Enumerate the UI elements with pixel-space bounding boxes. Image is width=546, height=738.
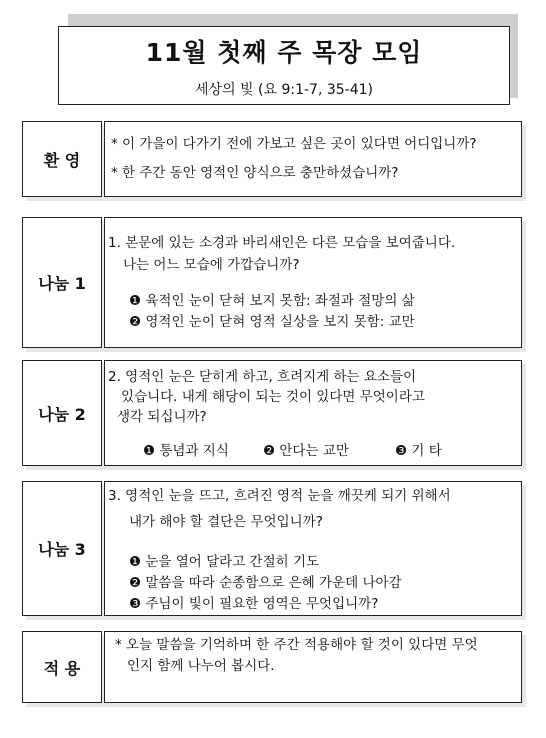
welcome-content <box>104 121 522 197</box>
share3-option-2: ❷ 말씀을 따라 순종함으로 은혜 가운데 나아감 <box>129 575 402 591</box>
share1-question-cont: 나는 어느 모습에 가깝습니까? <box>123 257 300 273</box>
share1-label-text: 나눔 1 <box>38 274 86 293</box>
share3-option-3: ❸ 주님이 빛이 필요한 영역은 무엇입니까? <box>129 596 379 612</box>
welcome-label <box>22 121 102 197</box>
page-title: 11월 첫째 주 목장 모임 <box>145 38 423 67</box>
share3-label <box>22 481 102 616</box>
welcome-label-text: 환 영 <box>43 150 81 170</box>
share1-question: 1. 본문에 있는 소경과 바리새인은 다른 모습을 보여줍니다. <box>108 235 456 251</box>
welcome-question-1: * 이 가을이 다가기 전에 가보고 싶은 곳이 있다면 어디입니까? <box>111 136 477 152</box>
share3-question-cont: 내가 해야 할 결단은 무엇입니까? <box>129 514 323 530</box>
apply-label <box>22 631 102 703</box>
apply-question: * 오늘 말씀을 기억하며 한 주간 적용해야 할 것이 있다면 무엇 <box>115 637 478 653</box>
share2-question-cont-2: 생각 되십니까? <box>117 409 207 425</box>
share3-content <box>104 481 522 616</box>
apply-question-cont: 인지 함께 나누어 봅시다. <box>127 658 275 674</box>
welcome-question-2: * 한 주간 동안 영적인 양식으로 충만하셨습니까? <box>111 165 399 181</box>
share1-label <box>22 217 102 348</box>
share2-label <box>22 360 102 466</box>
apply-content <box>104 631 522 703</box>
share2-content <box>104 360 522 466</box>
share1-option-2: ❷ 영적인 눈이 닫혀 영적 실상을 보지 못함: 교만 <box>129 314 415 330</box>
share3-option-1: ❶ 눈을 열어 달라고 간절히 기도 <box>129 554 320 570</box>
share2-question-cont: 있습니다. 내게 해당이 되는 것이 있다면 무엇이라고 <box>121 389 425 405</box>
share2-option-3: ❸ 기 타 <box>395 443 442 459</box>
share2-option-1: ❶ 통념과 지식 <box>143 443 229 459</box>
share3-label-text: 나눔 3 <box>38 540 86 559</box>
share2-label-text: 나눔 2 <box>38 404 86 424</box>
share3-question: 3. 영적인 눈을 뜨고, 흐려진 영적 눈을 깨끗케 되기 위해서 <box>108 488 451 504</box>
share1-content <box>104 217 522 348</box>
page-subtitle: 세상의 빛 (요 9:1-7, 35-41) <box>195 82 373 98</box>
share2-question: 2. 영적인 눈은 닫히게 하고, 흐려지게 하는 요소들이 <box>108 369 417 385</box>
share1-option-1: ❶ 육적인 눈이 닫혀 보지 못함: 좌절과 절망의 삶 <box>129 293 415 309</box>
apply-label-text: 적 용 <box>43 658 81 678</box>
share2-option-2: ❷ 안다는 교만 <box>263 443 349 459</box>
title-box <box>58 26 510 105</box>
